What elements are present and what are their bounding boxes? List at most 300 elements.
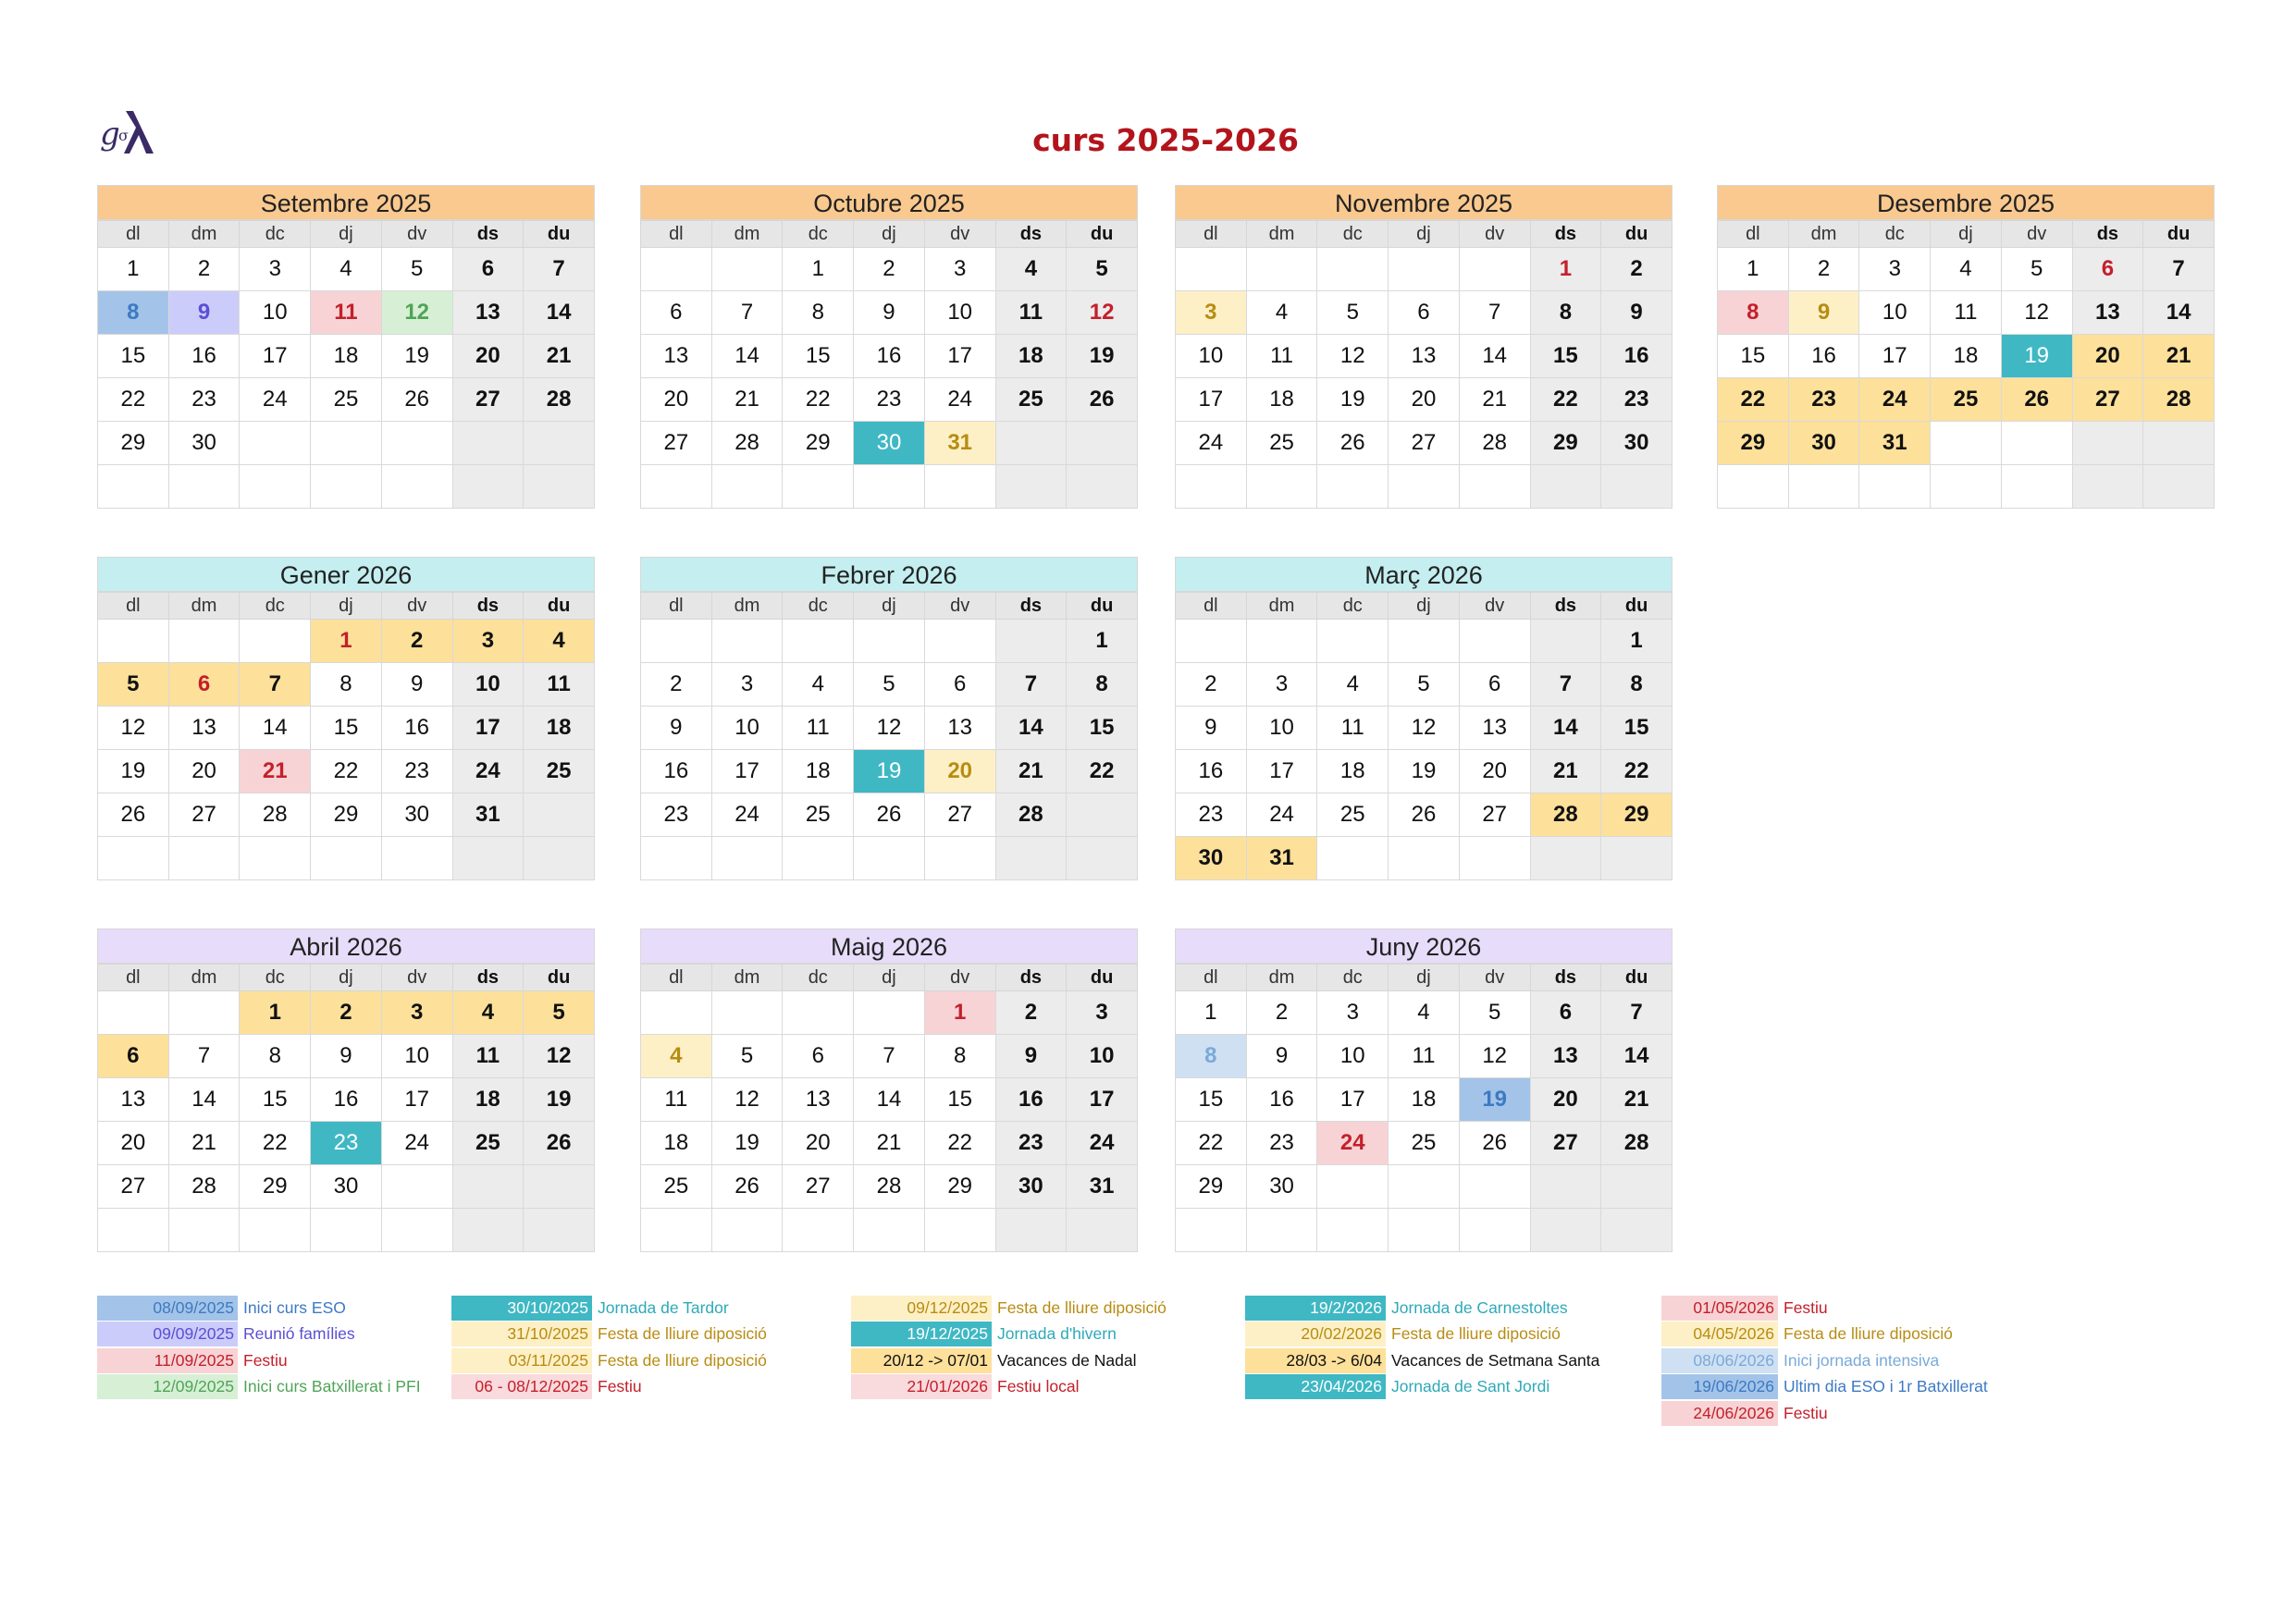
day-cell: 25 (1246, 422, 1317, 465)
legend-item (451, 1374, 767, 1401)
day-cell: 3 (1176, 291, 1247, 335)
day-cell: 16 (1176, 750, 1247, 793)
empty-cell (641, 837, 712, 880)
empty-cell (1067, 837, 1138, 880)
legend-item (1245, 1347, 1599, 1374)
day-cell: 18 (524, 707, 595, 750)
weekday-header: dl (98, 965, 169, 991)
day-cell: 24 (240, 378, 311, 422)
day-cell: 8 (924, 1035, 995, 1078)
legend-description: Inici curs ESO (243, 1297, 346, 1317)
empty-cell (168, 991, 240, 1035)
empty-cell (1176, 248, 1247, 291)
weekday-header: ds (1530, 593, 1601, 620)
day-cell: 26 (1389, 793, 1460, 837)
day-cell: 26 (1067, 378, 1138, 422)
legend-date: 30/10/2025 (451, 1296, 592, 1321)
month-table (97, 220, 595, 509)
legend-date: 19/12/2025 (851, 1322, 992, 1346)
day-cell: 25 (311, 378, 382, 422)
empty-cell (381, 422, 452, 465)
empty-cell (240, 422, 311, 465)
day-cell: 21 (2143, 335, 2215, 378)
month-title: Maig 2026 (640, 928, 1138, 964)
legend-item (451, 1322, 767, 1348)
day-cell: 5 (1459, 991, 1530, 1035)
day-cell: 16 (1788, 335, 1859, 378)
weekday-header: du (2143, 221, 2215, 248)
day-cell: 1 (1601, 620, 1673, 663)
legend-description: Vacances de Setmana Santa (1391, 1350, 1600, 1370)
day-cell: 2 (1246, 991, 1317, 1035)
empty-cell (1601, 1165, 1673, 1209)
weekday-header: dc (783, 593, 854, 620)
day-cell: 1 (924, 991, 995, 1035)
day-cell: 12 (381, 291, 452, 335)
weekday-header: dj (311, 221, 382, 248)
day-cell: 6 (168, 663, 240, 707)
empty-cell (452, 837, 524, 880)
empty-cell (1246, 248, 1317, 291)
weekday-header: dc (1859, 221, 1931, 248)
legend-description: Festiu local (997, 1377, 1080, 1396)
day-cell: 19 (711, 1122, 783, 1165)
empty-cell (641, 991, 712, 1035)
empty-cell (1601, 837, 1673, 880)
empty-cell (1389, 837, 1460, 880)
day-cell: 28 (854, 1165, 925, 1209)
day-cell: 3 (1246, 663, 1317, 707)
day-cell: 9 (381, 663, 452, 707)
day-cell: 29 (98, 422, 169, 465)
legend-date: 09/09/2025 (97, 1322, 238, 1346)
day-cell: 12 (98, 707, 169, 750)
empty-cell (311, 465, 382, 509)
day-cell: 30 (1788, 422, 1859, 465)
day-cell: 19 (1317, 378, 1389, 422)
day-cell: 6 (1530, 991, 1601, 1035)
month-title: Gener 2026 (97, 557, 595, 592)
empty-cell (854, 620, 925, 663)
day-cell: 5 (1389, 663, 1460, 707)
day-cell: 29 (1718, 422, 1789, 465)
legend-date: 09/12/2025 (851, 1296, 992, 1321)
empty-cell (783, 620, 854, 663)
day-cell: 27 (641, 422, 712, 465)
legend-column (1245, 1295, 1599, 1400)
day-cell: 4 (524, 620, 595, 663)
day-cell: 18 (1389, 1078, 1460, 1122)
day-cell: 24 (1176, 422, 1247, 465)
legend-date: 28/03 -> 6/04 (1245, 1348, 1386, 1373)
weekday-header: du (524, 593, 595, 620)
day-cell: 19 (98, 750, 169, 793)
empty-cell (2143, 422, 2215, 465)
day-cell: 31 (452, 793, 524, 837)
day-cell: 9 (1176, 707, 1247, 750)
empty-cell (1859, 465, 1931, 509)
day-cell: 27 (924, 793, 995, 837)
weekday-header: du (1601, 221, 1673, 248)
month-calendar (1175, 185, 1673, 509)
legend-item (97, 1295, 421, 1322)
empty-cell (2143, 465, 2215, 509)
day-cell: 11 (452, 1035, 524, 1078)
day-cell: 2 (1601, 248, 1673, 291)
day-cell: 26 (711, 1165, 783, 1209)
month-table (1717, 220, 2215, 509)
day-cell: 15 (1601, 707, 1673, 750)
day-cell: 24 (1859, 378, 1931, 422)
legend-item (97, 1347, 421, 1374)
empty-cell (168, 1209, 240, 1252)
weekday-header: dj (311, 965, 382, 991)
day-cell: 2 (995, 991, 1067, 1035)
weekday-header: dl (98, 221, 169, 248)
day-cell: 18 (1317, 750, 1389, 793)
legend-date: 19/2/2026 (1245, 1296, 1386, 1321)
day-cell: 1 (311, 620, 382, 663)
day-cell: 1 (98, 248, 169, 291)
weekday-header: dc (240, 593, 311, 620)
day-cell: 21 (168, 1122, 240, 1165)
day-cell: 3 (711, 663, 783, 707)
day-cell: 2 (311, 991, 382, 1035)
day-cell: 15 (1530, 335, 1601, 378)
day-cell: 22 (240, 1122, 311, 1165)
empty-cell (381, 465, 452, 509)
legend-item (1661, 1322, 1988, 1348)
month-title: Febrer 2026 (640, 557, 1138, 592)
day-cell: 20 (98, 1122, 169, 1165)
day-cell: 7 (1530, 663, 1601, 707)
empty-cell (524, 465, 595, 509)
empty-cell (452, 465, 524, 509)
day-cell: 1 (1718, 248, 1789, 291)
empty-cell (995, 620, 1067, 663)
day-cell: 17 (1317, 1078, 1389, 1122)
month-title: Abril 2026 (97, 928, 595, 964)
legend-item (97, 1322, 421, 1348)
legend-date: 24/06/2026 (1661, 1401, 1778, 1426)
legend-item (451, 1347, 767, 1374)
day-cell: 13 (924, 707, 995, 750)
weekday-header: dm (168, 965, 240, 991)
day-cell: 30 (168, 422, 240, 465)
day-cell: 11 (783, 707, 854, 750)
empty-cell (524, 422, 595, 465)
month-title: Octubre 2025 (640, 185, 1138, 220)
empty-cell (1176, 465, 1247, 509)
day-cell: 27 (1530, 1122, 1601, 1165)
day-cell: 19 (1459, 1078, 1530, 1122)
weekday-header: ds (452, 965, 524, 991)
day-cell: 1 (1176, 991, 1247, 1035)
legend-description: Jornada de Carnestoltes (1391, 1297, 1568, 1317)
day-cell: 27 (783, 1165, 854, 1209)
day-cell: 9 (168, 291, 240, 335)
day-cell: 23 (168, 378, 240, 422)
day-cell: 10 (1859, 291, 1931, 335)
empty-cell (381, 1165, 452, 1209)
day-cell: 13 (641, 335, 712, 378)
day-cell: 27 (1389, 422, 1460, 465)
empty-cell (783, 1209, 854, 1252)
legend-item (1245, 1322, 1599, 1348)
legend-item (1661, 1374, 1988, 1401)
weekday-header: ds (995, 221, 1067, 248)
empty-cell (452, 1165, 524, 1209)
empty-cell (1530, 837, 1601, 880)
month-table (1175, 592, 1673, 880)
empty-cell (168, 837, 240, 880)
empty-cell (854, 1209, 925, 1252)
day-cell: 19 (524, 1078, 595, 1122)
weekday-header: dj (854, 593, 925, 620)
empty-cell (524, 837, 595, 880)
empty-cell (2072, 422, 2143, 465)
weekday-header: dm (1246, 593, 1317, 620)
day-cell: 17 (452, 707, 524, 750)
day-cell: 28 (168, 1165, 240, 1209)
legend-item (97, 1374, 421, 1401)
day-cell: 19 (1389, 750, 1460, 793)
month-calendar (1175, 928, 1673, 1252)
day-cell: 14 (524, 291, 595, 335)
empty-cell (1530, 1209, 1601, 1252)
empty-cell (98, 1209, 169, 1252)
month-table (1175, 220, 1673, 509)
day-cell: 11 (524, 663, 595, 707)
day-cell: 19 (381, 335, 452, 378)
weekday-header: ds (2072, 221, 2143, 248)
day-cell: 10 (1317, 1035, 1389, 1078)
weekday-header: dc (240, 965, 311, 991)
month-title: Novembre 2025 (1175, 185, 1673, 220)
day-cell: 6 (2072, 248, 2143, 291)
month-title: Desembre 2025 (1717, 185, 2215, 220)
day-cell: 20 (168, 750, 240, 793)
day-cell: 25 (1931, 378, 2002, 422)
month-calendar (640, 185, 1138, 509)
day-cell: 21 (240, 750, 311, 793)
day-cell: 20 (2072, 335, 2143, 378)
day-cell: 7 (240, 663, 311, 707)
day-cell: 21 (1530, 750, 1601, 793)
day-cell: 26 (381, 378, 452, 422)
day-cell: 27 (452, 378, 524, 422)
empty-cell (98, 620, 169, 663)
day-cell: 25 (995, 378, 1067, 422)
weekday-header: du (1067, 965, 1138, 991)
day-cell: 28 (524, 378, 595, 422)
legend-date: 12/09/2025 (97, 1374, 238, 1399)
day-cell: 8 (311, 663, 382, 707)
empty-cell (381, 1209, 452, 1252)
weekday-header: dj (1389, 593, 1460, 620)
empty-cell (1317, 465, 1389, 509)
weekday-header: dm (168, 221, 240, 248)
day-cell: 22 (1530, 378, 1601, 422)
empty-cell (1246, 620, 1317, 663)
day-cell: 16 (854, 335, 925, 378)
day-cell: 17 (711, 750, 783, 793)
day-cell: 8 (1176, 1035, 1247, 1078)
day-cell: 10 (1246, 707, 1317, 750)
day-cell: 22 (1601, 750, 1673, 793)
day-cell: 30 (311, 1165, 382, 1209)
month-title: Març 2026 (1175, 557, 1673, 592)
legend-description: Festiu (598, 1377, 642, 1396)
month-calendar (97, 185, 595, 509)
weekday-header: dc (1317, 965, 1389, 991)
weekday-header: dj (311, 593, 382, 620)
legend-description: Festa de lliure diposició (1391, 1324, 1561, 1344)
day-cell: 25 (783, 793, 854, 837)
weekday-header: dc (1317, 221, 1389, 248)
legend-date: 21/01/2026 (851, 1374, 992, 1399)
empty-cell (2072, 465, 2143, 509)
weekday-header: ds (452, 221, 524, 248)
day-cell: 29 (1176, 1165, 1247, 1209)
day-cell: 20 (1389, 378, 1460, 422)
empty-cell (1317, 620, 1389, 663)
day-cell: 7 (711, 291, 783, 335)
weekday-header: du (524, 221, 595, 248)
empty-cell (2001, 422, 2072, 465)
day-cell: 13 (1389, 335, 1460, 378)
day-cell: 19 (2001, 335, 2072, 378)
month-title: Juny 2026 (1175, 928, 1673, 964)
day-cell: 6 (783, 1035, 854, 1078)
day-cell: 10 (452, 663, 524, 707)
weekday-header: dj (1389, 965, 1460, 991)
day-cell: 10 (1176, 335, 1247, 378)
day-cell: 23 (854, 378, 925, 422)
weekday-header: dv (924, 965, 995, 991)
empty-cell (1931, 465, 2002, 509)
day-cell: 18 (783, 750, 854, 793)
day-cell: 2 (854, 248, 925, 291)
day-cell: 9 (995, 1035, 1067, 1078)
month-calendar (97, 557, 595, 880)
day-cell: 25 (524, 750, 595, 793)
month-table (97, 592, 595, 880)
empty-cell (1459, 1209, 1530, 1252)
day-cell: 24 (1246, 793, 1317, 837)
empty-cell (711, 465, 783, 509)
day-cell: 7 (854, 1035, 925, 1078)
empty-cell (1718, 465, 1789, 509)
weekday-header: dv (1459, 965, 1530, 991)
weekday-header: ds (1530, 965, 1601, 991)
day-cell: 17 (1246, 750, 1317, 793)
day-cell: 18 (641, 1122, 712, 1165)
weekday-header: du (524, 965, 595, 991)
weekday-header: ds (995, 593, 1067, 620)
day-cell: 21 (1459, 378, 1530, 422)
day-cell: 18 (311, 335, 382, 378)
day-cell: 15 (924, 1078, 995, 1122)
day-cell: 16 (995, 1078, 1067, 1122)
empty-cell (168, 465, 240, 509)
day-cell: 14 (168, 1078, 240, 1122)
weekday-header: dj (854, 221, 925, 248)
day-cell: 3 (1067, 991, 1138, 1035)
day-cell: 7 (995, 663, 1067, 707)
legend-description: Festa de lliure diposició (997, 1297, 1167, 1317)
weekday-header: dl (1176, 593, 1247, 620)
weekday-header: dl (1718, 221, 1789, 248)
day-cell: 18 (1931, 335, 2002, 378)
day-cell: 18 (995, 335, 1067, 378)
day-cell: 8 (1530, 291, 1601, 335)
empty-cell (1067, 1209, 1138, 1252)
empty-cell (1601, 465, 1673, 509)
weekday-header: dv (1459, 221, 1530, 248)
empty-cell (1601, 1209, 1673, 1252)
day-cell: 4 (995, 248, 1067, 291)
month-calendar (1717, 185, 2215, 509)
day-cell: 22 (1067, 750, 1138, 793)
day-cell: 7 (1459, 291, 1530, 335)
day-cell: 23 (995, 1122, 1067, 1165)
day-cell: 21 (1601, 1078, 1673, 1122)
day-cell: 13 (783, 1078, 854, 1122)
day-cell: 3 (924, 248, 995, 291)
legend-item (851, 1374, 1167, 1401)
weekday-header: dl (98, 593, 169, 620)
day-cell: 20 (1530, 1078, 1601, 1122)
day-cell: 6 (452, 248, 524, 291)
day-cell: 10 (1067, 1035, 1138, 1078)
legend-date: 11/09/2025 (97, 1348, 238, 1373)
day-cell: 23 (641, 793, 712, 837)
month-calendar (640, 928, 1138, 1252)
empty-cell (711, 991, 783, 1035)
empty-cell (98, 991, 169, 1035)
legend-description: Jornada de Tardor (598, 1297, 729, 1317)
legend-item (1245, 1374, 1599, 1401)
empty-cell (2001, 465, 2072, 509)
day-cell: 22 (924, 1122, 995, 1165)
day-cell: 29 (311, 793, 382, 837)
weekday-header: dv (2001, 221, 2072, 248)
legend-description: Festiu (1784, 1297, 1828, 1317)
empty-cell (995, 422, 1067, 465)
weekday-header: dv (381, 593, 452, 620)
legend-date: 19/06/2026 (1661, 1374, 1778, 1399)
legend-date: 01/05/2026 (1661, 1296, 1778, 1321)
day-cell: 3 (1317, 991, 1389, 1035)
empty-cell (240, 620, 311, 663)
legend-date: 03/11/2025 (451, 1348, 592, 1373)
legend-column (851, 1295, 1167, 1400)
month-calendar (1175, 557, 1673, 880)
day-cell: 19 (1067, 335, 1138, 378)
empty-cell (1459, 248, 1530, 291)
day-cell: 11 (1389, 1035, 1460, 1078)
day-cell: 30 (1246, 1165, 1317, 1209)
empty-cell (924, 620, 995, 663)
day-cell: 26 (2001, 378, 2072, 422)
weekday-header: dm (711, 965, 783, 991)
empty-cell (1530, 465, 1601, 509)
day-cell: 18 (1246, 378, 1317, 422)
empty-cell (641, 465, 712, 509)
legend-description: Vacances de Nadal (997, 1350, 1137, 1370)
weekday-header: ds (995, 965, 1067, 991)
